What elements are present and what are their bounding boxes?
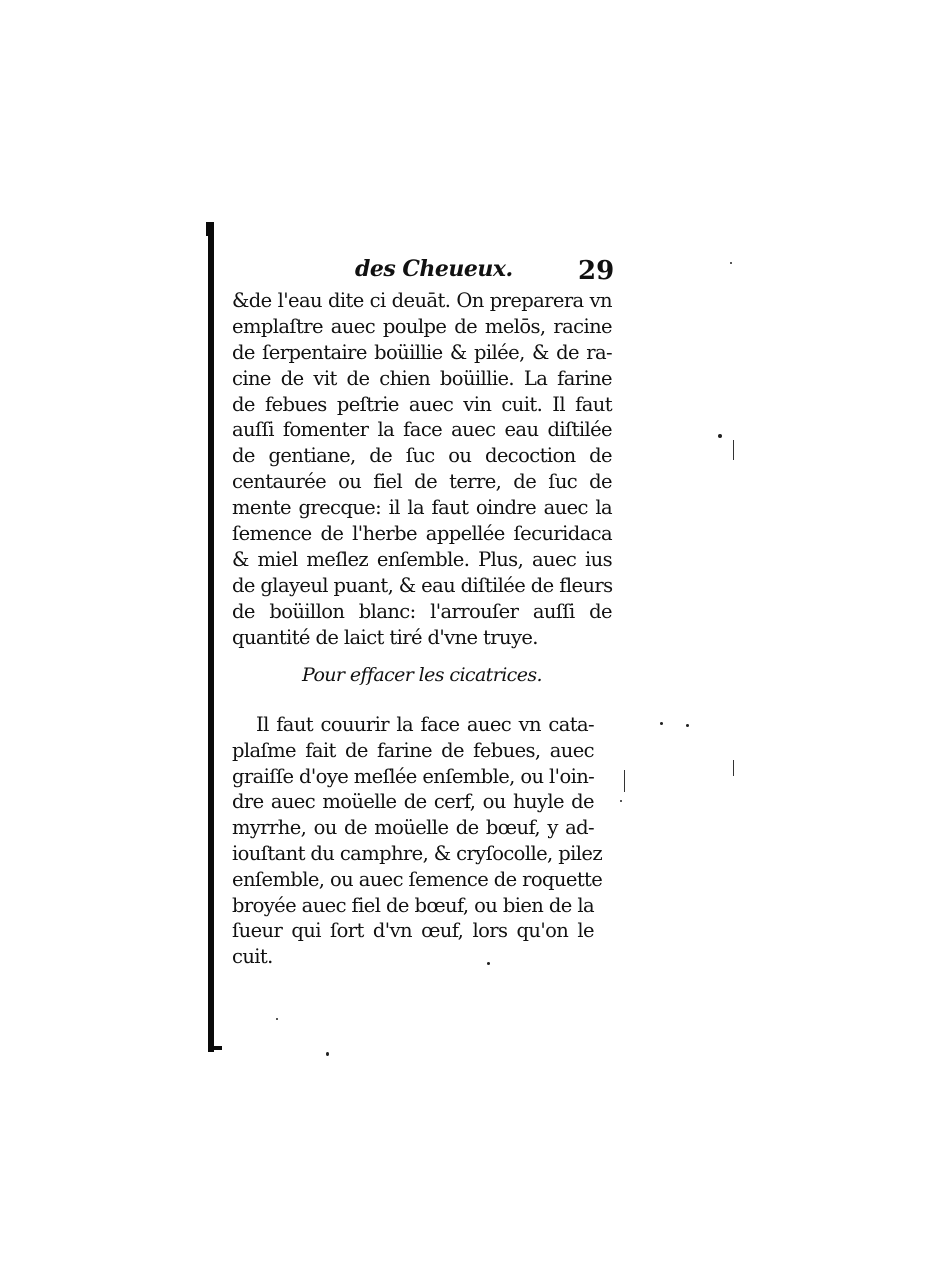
text-line: Il faut couurir la face auec vn cata- — [256, 713, 594, 736]
paragraph-1 — [232, 288, 612, 650]
text-line: dre auec moüelle de cerf, ou huyle de — [232, 790, 594, 814]
text-line: cuit. — [232, 945, 273, 969]
text-line: & miel meſlez enſemble. Plus, auec ius — [232, 547, 612, 571]
speck — [730, 262, 732, 264]
speck — [487, 962, 490, 965]
text-line: auſſi fomenter la face auec eau diſtilée — [232, 418, 612, 442]
text-line: cine de vit de chien boüillie. La farine — [232, 366, 612, 390]
binding-edge-top — [206, 222, 209, 236]
text-line: de boüillon blanc: l'arrouſer auſſi de — [232, 599, 612, 623]
text-line: emplaſtre auec poulpe de melōs, racine — [232, 314, 612, 338]
text-line: &de l'eau dite ci deuāt. On preparera vn — [232, 289, 612, 312]
section-heading: Pour effacer les cicatrices. — [302, 664, 542, 686]
text-line: de gentiane, de ſuc ou decoction de — [232, 444, 612, 468]
speck — [686, 724, 689, 727]
speck — [276, 1018, 278, 1020]
speck — [620, 800, 622, 802]
text-line: myrrhe, ou de moüelle de bœuf, y ad- — [232, 816, 594, 840]
text-line: iouſtant du camphre, & cryſocolle, pilez — [232, 841, 602, 865]
speck — [326, 1052, 329, 1056]
edge-mark — [624, 770, 625, 792]
text-line: de febues peſtrie auec vin cuit. Il faut — [232, 392, 612, 416]
edge-mark — [733, 440, 734, 460]
speck — [660, 722, 663, 725]
page-number: 29 — [578, 256, 615, 286]
text-line: quantité de laict tiré d'vne truye. — [232, 625, 538, 649]
speck — [718, 434, 722, 438]
text-line: centaurée ou fiel de terre, de ſuc de — [232, 470, 612, 494]
binding-edge-bottom — [208, 1046, 222, 1050]
text-line: broyée auec fiel de bœuf, ou bien de la — [232, 893, 594, 917]
text-line: mente grecque: il la faut oindre auec la — [232, 496, 612, 520]
text-line: ſemence de l'herbe appellée ſecuridaca — [232, 522, 612, 546]
text-line: ſueur qui ſort d'vn œuf, lors qu'on le — [232, 919, 594, 943]
edge-mark — [733, 760, 734, 776]
paragraph-2 — [232, 712, 603, 970]
text-line: plaſme fait de farine de febues, auec — [232, 738, 594, 762]
text-line: enſemble, ou auec ſemence de roquette — [232, 867, 603, 891]
binding-edge — [208, 222, 214, 1052]
text-line: graiſſe d'oye meſlée enſemble, ou l'oin- — [232, 764, 595, 788]
text-line: de glayeul puant, & eau diſtilée de fleurs — [232, 573, 613, 597]
text-line: de ſerpentaire boüillie & pilée, & de ra- — [232, 340, 612, 364]
running-head: des Cheueux. — [355, 256, 513, 282]
